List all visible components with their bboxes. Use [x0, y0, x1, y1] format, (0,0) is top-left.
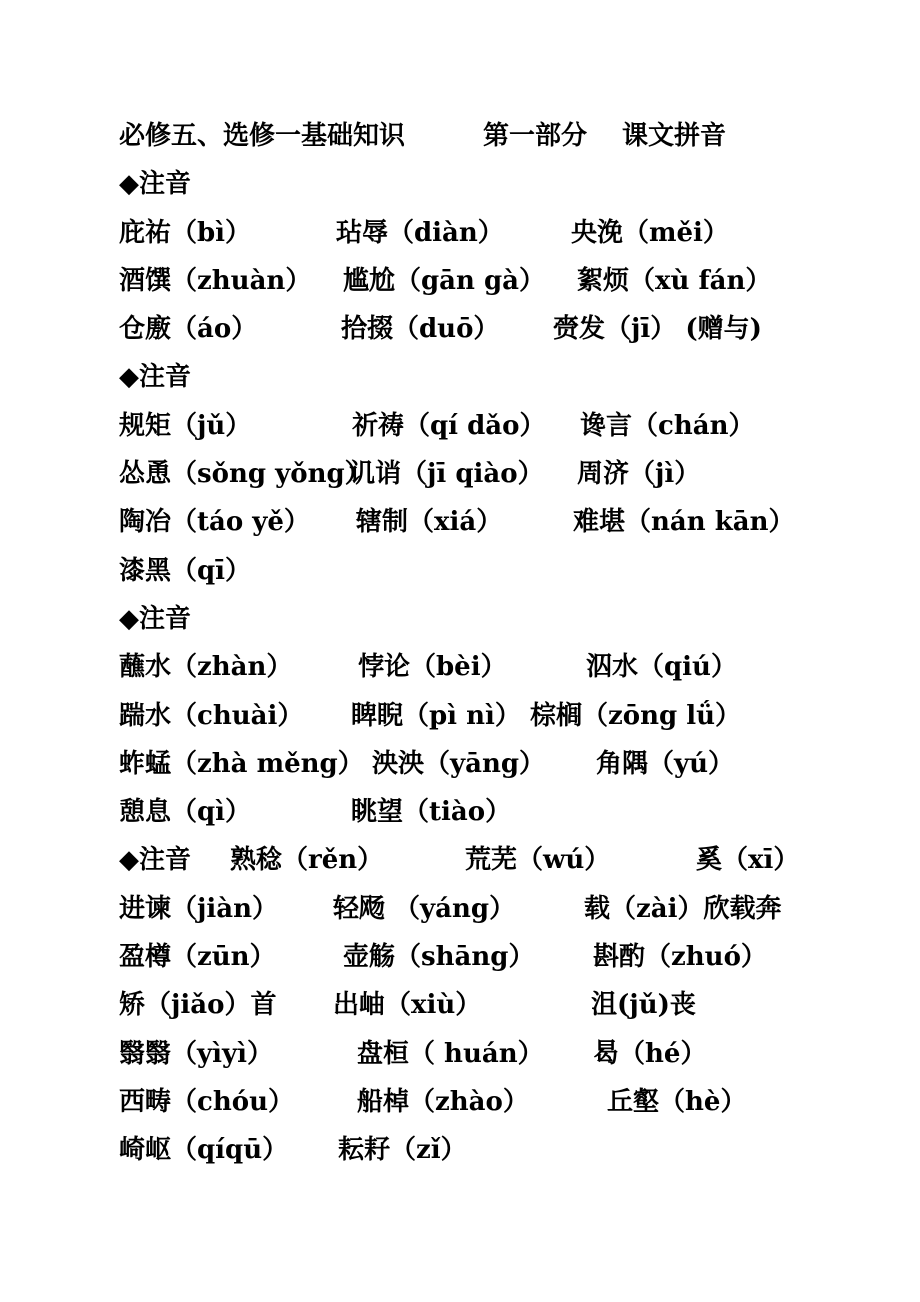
vocab-entry: 进谏（jiàn）	[119, 893, 279, 924]
section-label: ◆注音	[119, 603, 191, 634]
vocab-entry: 玷辱（diàn）	[336, 217, 504, 248]
vocab-entry: 规矩（jǔ）	[119, 410, 252, 441]
vocab-entry: 拾掇（duō）	[341, 314, 500, 345]
vocab-entry: 睥睨（pì nì）	[351, 700, 521, 731]
vocab-entry: 矫（jiǎo）首	[119, 990, 277, 1021]
vocab-row	[119, 643, 809, 691]
section-label: ◆注音	[119, 362, 191, 393]
vocab-entry: 陶冶（táo yě）	[119, 507, 310, 538]
vocab-entry: 丘壑（hè）	[607, 1086, 747, 1117]
vocab-entry: 盘桓（ huán）	[357, 1038, 544, 1069]
vocab-row	[119, 547, 809, 595]
vocab-row	[119, 788, 809, 836]
vocab-entry: 崎岖（qíqū）	[119, 1135, 289, 1166]
title-segment: 课文拼音	[622, 121, 727, 151]
vocab-entry: 船棹（zhào）	[357, 1086, 529, 1117]
vocab-entry: 辖制（xiá）	[356, 507, 503, 538]
vocab-row	[119, 933, 809, 981]
vocab-entry: 出岫（xiù）	[333, 990, 482, 1021]
vocab-entry: 耘耔（zǐ）	[338, 1135, 467, 1166]
vocab-entry: 眺望（tiào）	[351, 797, 512, 828]
vocab-row	[119, 257, 809, 305]
vocab-entry: 酒馔（zhuàn）	[119, 265, 312, 296]
vocab-entry: 棕榈（zōng lǘ）	[530, 700, 742, 731]
vocab-entry: 漆黑（qī）	[119, 555, 252, 586]
vocab-entry: 曷（hé）	[593, 1038, 707, 1069]
vocab-entry: 盈樽（zūn）	[119, 942, 276, 973]
section-heading	[119, 160, 809, 208]
vocab-entry: 西畴（chóu）	[119, 1086, 294, 1117]
vocab-entry: 壶觞（shāng）	[343, 942, 535, 973]
vocab-entry: 角隅（yú）	[596, 748, 735, 779]
vocab-entry: ◆注音	[119, 845, 191, 876]
vocab-entry: 翳翳（yìyì）	[119, 1038, 273, 1069]
document-body	[119, 112, 809, 1175]
vocab-row	[119, 450, 809, 498]
vocab-row	[119, 498, 809, 546]
vocab-entry: 庇祐（bì）	[119, 217, 252, 248]
vocab-row	[119, 305, 809, 353]
title-segment: 必修五、选修一基础知识	[119, 121, 406, 151]
vocab-entry: 赍发（jī） (赠与)	[553, 314, 762, 345]
vocab-entry: 悖论（bèi）	[358, 652, 507, 683]
vocab-entry: 讥诮（jī qiào）	[349, 459, 544, 490]
vocab-entry: 憩息（qì）	[119, 797, 252, 828]
vocab-row	[119, 740, 809, 788]
vocab-row	[119, 1126, 809, 1174]
vocab-entry: 泱泱（yāng）	[372, 748, 546, 779]
vocab-entry: 怂恿（sǒng yǒng）	[119, 459, 371, 490]
vocab-entry: 周济（jì）	[577, 459, 701, 490]
vocab-entry: 泅水（qiú）	[586, 652, 737, 683]
vocab-entry: 仓廒（áo）	[119, 314, 258, 345]
vocab-entry: 奚（xī）	[696, 845, 800, 876]
vocab-entry: 踹水（chuài）	[119, 700, 304, 731]
vocab-entry: 荒芜（wú）	[465, 845, 611, 876]
vocab-entry: 熟稔（rěn）	[230, 845, 384, 876]
vocab-entry: 央浼（měi）	[571, 217, 729, 248]
vocab-entry: 谗言（chán）	[580, 410, 755, 441]
section-label: ◆注音	[119, 169, 191, 200]
vocab-entry: 沮(jǔ)丧	[591, 990, 696, 1021]
document-title	[119, 112, 809, 160]
vocab-row	[119, 209, 809, 257]
vocab-row	[119, 981, 809, 1029]
vocab-entry: 蚱蜢（zhà měng）	[119, 748, 364, 779]
vocab-row	[119, 1078, 809, 1126]
vocab-entry: 轻飏 （yáng）	[333, 893, 516, 924]
vocab-entry: 斟酌（zhuó）	[593, 942, 767, 973]
vocab-row	[119, 836, 809, 884]
vocab-entry: 絮烦（xù fán）	[577, 265, 772, 296]
vocab-entry: 蘸水（zhàn）	[119, 652, 293, 683]
vocab-entry: 难堪（nán kān）	[573, 507, 795, 538]
vocab-entry: 载（zài）欣载奔	[584, 893, 782, 924]
vocab-row	[119, 1030, 809, 1078]
vocab-row	[119, 885, 809, 933]
vocab-row	[119, 692, 809, 740]
vocab-entry: 祈祷（qí dǎo）	[352, 410, 546, 441]
vocab-entry: 尴尬（gān gà）	[343, 265, 546, 296]
title-segment: 第一部分	[483, 121, 588, 151]
section-heading	[119, 595, 809, 643]
vocab-row	[119, 402, 809, 450]
section-heading	[119, 353, 809, 401]
